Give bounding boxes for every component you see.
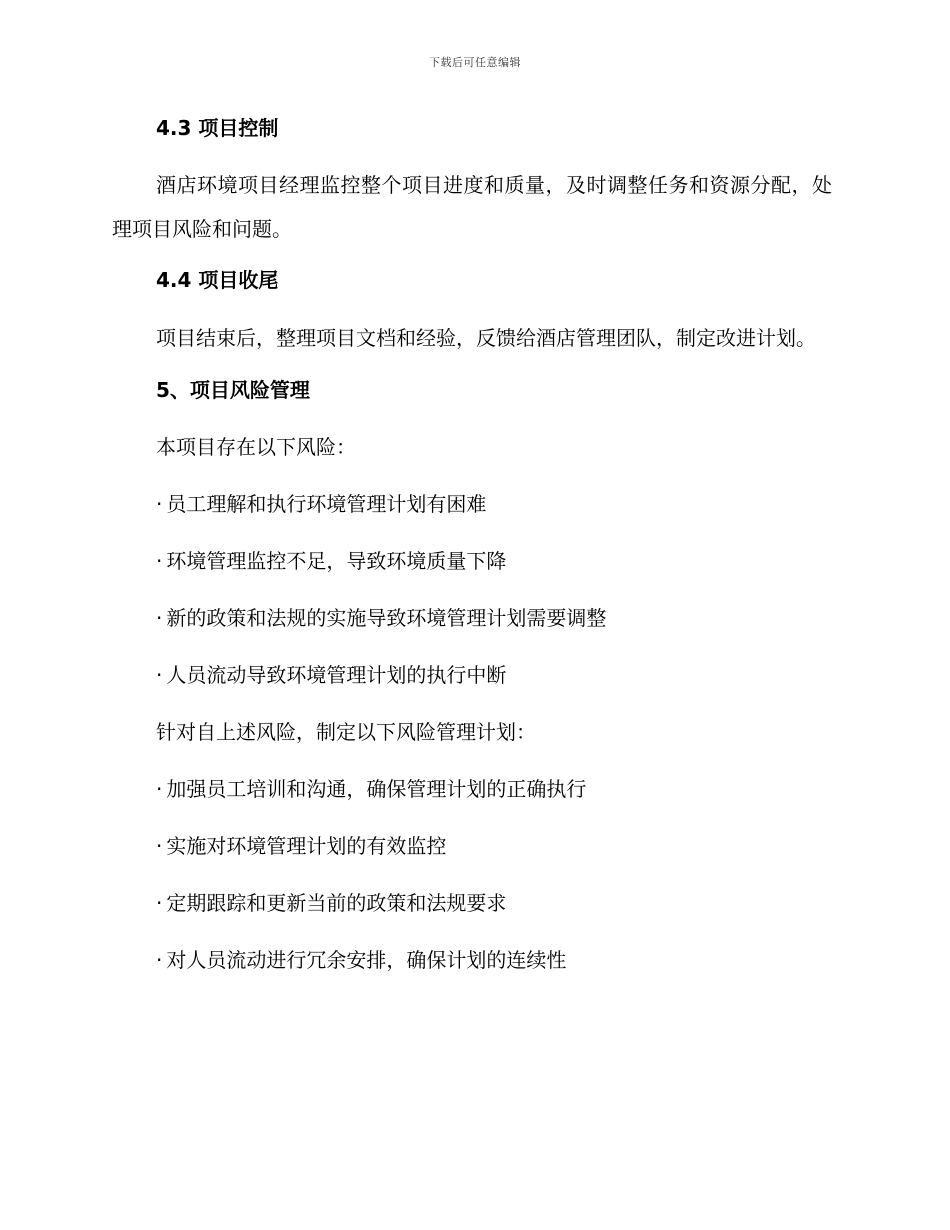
section-paragraph-4-4: 项目结束后，整理项目文档和经验，反馈给酒店管理团队，制定改进计划。 [156, 326, 816, 350]
plan-item-text: 实施对环境管理计划的有效监控 [166, 834, 447, 858]
section-heading-4-4: 4.4 项目收尾 [156, 268, 279, 292]
plan-item-text: 加强员工培训和沟通，确保管理计划的正确执行 [166, 777, 587, 801]
document-body [112, 112, 832, 976]
plan-intro: 针对自上述风险，制定以下风险管理计划： [156, 720, 536, 744]
section-paragraph-4-3: 酒店环境项目经理监控整个项目进度和质量，及时调整任务和资源分配，处理项目风险和问题。 [112, 173, 832, 241]
risk-item [112, 602, 832, 634]
bullet-dot: · [156, 891, 163, 915]
plan-item-text: 对人员流动进行冗余安排，确保计划的连续性 [166, 948, 567, 972]
bullet-dot: · [156, 948, 163, 972]
risk-item-text: 环境管理监控不足，导致环境质量下降 [166, 549, 507, 573]
bullet-dot: · [156, 492, 163, 516]
risk-item-text: 人员流动导致环境管理计划的执行中断 [166, 663, 507, 687]
risk-item [112, 488, 832, 520]
bullet-dot: · [156, 606, 163, 630]
risk-item [112, 659, 832, 691]
bullet-dot: · [156, 834, 163, 858]
page-header-note: 下载后可任意编辑 [429, 56, 521, 69]
risk-item-text: 新的政策和法规的实施导致环境管理计划需要调整 [166, 606, 607, 630]
plan-item [112, 773, 832, 805]
bullet-dot: · [156, 549, 163, 573]
risk-item [112, 545, 832, 577]
section-heading-4-3: 4.3 项目控制 [156, 116, 279, 140]
risk-item-text: 员工理解和执行环境管理计划有困难 [166, 492, 487, 516]
plan-item [112, 944, 832, 976]
plan-item-text: 定期跟踪和更新当前的政策和法规要求 [166, 891, 507, 915]
risk-intro: 本项目存在以下风险： [156, 435, 356, 459]
plan-item [112, 830, 832, 862]
bullet-dot: · [156, 663, 163, 687]
bullet-dot: · [156, 777, 163, 801]
section-heading-5: 5、项目风险管理 [156, 378, 310, 402]
plan-item [112, 887, 832, 919]
